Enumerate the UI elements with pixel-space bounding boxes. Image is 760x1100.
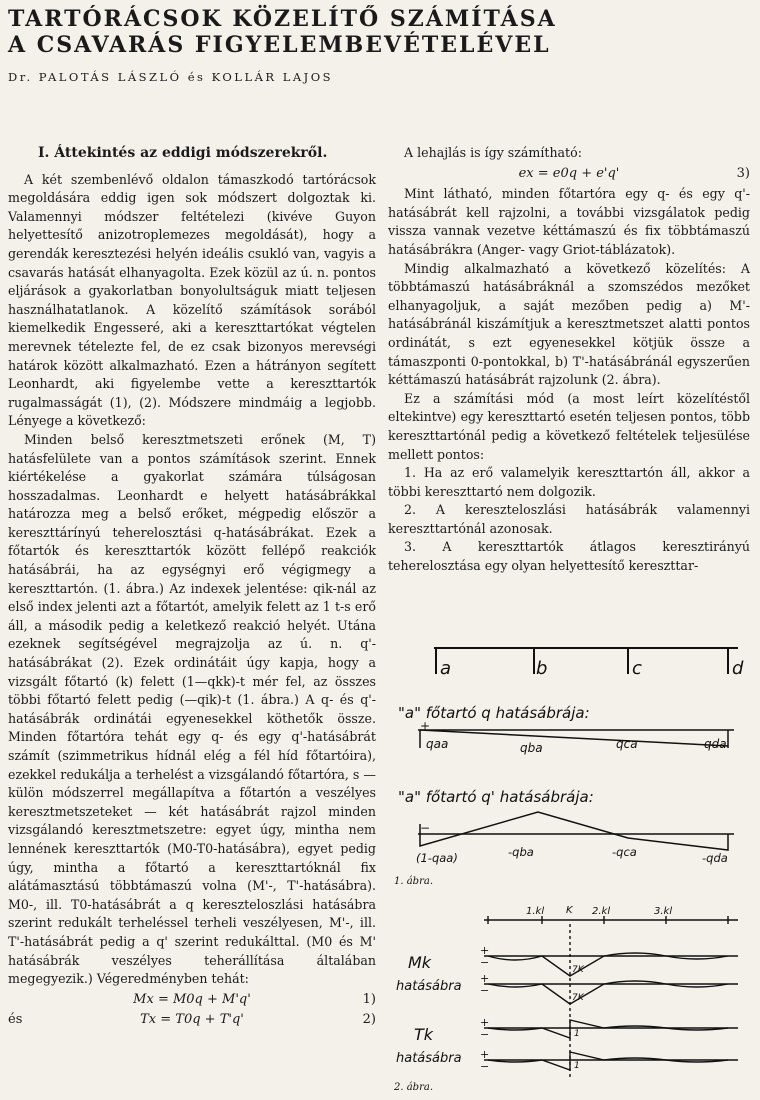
minus-sign: −	[480, 1060, 490, 1073]
equation-prefix: és	[8, 1012, 23, 1028]
minus-sign: −	[420, 821, 431, 835]
label-Mk-sub: hatásábra	[396, 979, 462, 994]
paragraph: Mint látható, minden főtartóra egy q- és egy q'-hatásábrát kell rajzolni, a további vizsgálatok pedig vissza vannak vezetve kéttámaszú és fix többtámaszú hatásábrákra (Anger- vagy Griot-táblázatok).	[388, 186, 750, 257]
support-label-c: c	[632, 658, 642, 679]
minus-sign: −	[480, 984, 490, 997]
figure-2-caption: 2. ábra.	[394, 1082, 434, 1093]
fig1-q-title: "a" főtartó q hatásábrája:	[398, 704, 590, 722]
q-label: qca	[616, 737, 638, 751]
tick-label: K	[566, 905, 573, 916]
q2-label: -qca	[612, 845, 637, 859]
equation-number: 3)	[736, 165, 750, 181]
article-title	[8, 6, 748, 58]
figure-1	[388, 618, 750, 890]
mark-label: 7K	[572, 965, 584, 975]
title-line-1: TARTÓRÁCSOK KÖZELÍTŐ SZÁMÍTÁSA	[8, 6, 557, 32]
equation-text: Tx = T0q + T'q'	[140, 1012, 244, 1028]
paragraph: Mindig alkalmazható a következő közelítés: A többtámaszú hatásábráknál a szomszédos mezőket elhanyagoljuk, a saját mezőben pedig a) M'-hatásábránál kiszámítjuk a keresztmetszet alatti pontos ordinátát, s ezt egyenesekkel kötjük össze a támaszponti 0-pontokkal, b) T'-hatásábránál egyszerűen kéttámaszú hatásábrát rajzolunk (2. ábra).	[388, 260, 750, 388]
figure-1-caption: 1. ábra.	[394, 876, 434, 887]
mark-label: 1	[574, 1061, 580, 1071]
label-Mk: Mk	[408, 953, 432, 972]
section-heading: I. Áttekintés az eddigi módszerekről.	[38, 145, 328, 161]
fig1-q2-title: "a" főtartó q' hatásábrája:	[398, 788, 594, 806]
mark-label: 1	[574, 1029, 580, 1039]
support-label-d: d	[732, 658, 744, 679]
q2-label: (1-qaa)	[416, 851, 458, 865]
plus-sign: +	[480, 1048, 490, 1061]
paragraph: 1. Ha az erő valamelyik kereszttartón áll, akkor a többi kereszttartó nem dolgozik.	[388, 465, 750, 499]
plus-sign: +	[420, 719, 431, 733]
title-line-2: A CSAVARÁS FIGYELEMBEVÉTELÉVEL	[8, 32, 551, 58]
q2-label: -qda	[702, 851, 728, 865]
figure-2	[388, 900, 750, 1095]
paragraph: A lehajlás is így számítható:	[404, 145, 582, 160]
support-label-b: b	[536, 658, 548, 679]
q-label: qba	[520, 741, 543, 755]
paragraph: 3. A kereszttartók átlagos keresztirányú teherelosztása egy olyan helyettesítő kereszttar-	[388, 539, 750, 574]
tick-label: 1.kl	[526, 906, 545, 917]
plus-sign: +	[480, 972, 490, 985]
tick-label: 2.kl	[592, 906, 611, 917]
plus-sign: +	[480, 944, 490, 957]
tick-label: 3.kl	[654, 906, 673, 917]
equation-text: Mx = M0q + M'q'	[133, 991, 251, 1007]
minus-sign: −	[480, 1028, 490, 1041]
equation-number: 1)	[362, 991, 376, 1007]
equation-number: 2)	[362, 1012, 376, 1028]
equation-text: ex = e0q + e'q'	[518, 165, 620, 181]
left-column	[8, 144, 376, 1032]
paragraph: A két szembenlévő oldalon támaszkodó tartórácsok megoldására eddig igen sok módszert dolgoztak ki. Valamennyi módszer feltételezi (kivéve Guyon helyettesítő anizotroplemezes megoldását), hogy a gerendák keresztezési helyén ideális csukló van, vagyis a csavarás hatását elhanyagolta. Ezek közül az ú. n. pontos eljárások a gyakorlatban bonyolultságuk miatt teljesen használhatatlanok. A közelítő számítások sorából kiemelkedik Engesseré, aki a kereszttartókat végtelen merevnek tételezte fel, de ez csak bizonyos merevségi határok között alkalmazható. Ezen a hátrányon segített Leonhardt, aki figyelembe vette a kereszttartók rugalmasságát (1), (2). Módszere mindmáig a legjobb. Lényege a következő:	[8, 171, 376, 429]
plus-sign: +	[480, 1016, 490, 1029]
q-label: qaa	[426, 737, 449, 751]
paragraph: 2. A kereszteloszlási hatásábrák valamennyi kereszttartónál azonosak.	[388, 502, 750, 536]
mark-label: 7K	[572, 993, 584, 1003]
equation-1	[8, 991, 376, 1010]
paragraph: Ez a számítási mód (a most leírt közelítéstől eltekintve) egy kereszttartó esetén teljesen pontos, több kereszttartónál pedig a következő feltételek teljesülése mellett pontos:	[388, 390, 750, 462]
q2-label: -qba	[508, 845, 534, 859]
support-label-a: a	[440, 658, 452, 679]
label-Tk-sub: hatásábra	[396, 1051, 462, 1066]
label-Tk: Tk	[414, 1025, 434, 1044]
minus-sign: −	[480, 956, 490, 969]
paragraph: Minden belső keresztmetszeti erőnek (M, T) hatásfelülete van a pontos számítások szerint. Ennek kiértékelése a gyakorlat számára túlságosan hosszadalmas. Leonhardt e helyett hatásábrákkal határozza meg a belső erőket, mégpedig először a kereszttárínyú teherelosztási q-hatásábrákat. Ezek a főtartók és kereszttartók között fellépő reakciók hatásábrái, ha az egységnyi erő végigmegy a kereszttartón. (1. ábra.) Az indexek jelentése: qik-nál az első index jelenti azt a főtartót, amelyik felett az 1 t-s erő áll, a második pedig a keletkező reakció helyét. Utána ezeknek segítségével megrajzolja az ú. n. q'-hatásábrákat (2). Ezek ordinátáit úgy kapja, hogy a vizsgált főtartó (k) felett (1—qkk)-t mér fel, az összes többi főtartó felett pedig (—qik)-t (1. ábra.) A q- és q'-hatásábrák ordinátái egyenesekkel köthetők össze. Minden főtartóra tehát egy q- és egy q'-hatásábrát számít (szimmetrikus hídnál elég a fél híd főtartóira), ezekkel redukálja a terhelést a vizsgálandó főtartóra, s — külön módszerrel megállapítva a főtartón a veszélyes keresztmetszeteket — két hatásábrát rajzol minden vizsgálandó keresztmetszetre: egyet úgy, mintha nem lennének kereszttartók (M0-T0-hatásábra), egyet pedig úgy, mintha a főtartó a kereszttartóknál fix alátámasztású többtámaszú volna (M'-, T'-hatásábra). M0-, ill. T0-hatásábrát a q kereszteloszlási hatásábra szerint redukált terheléssel terheli veszélyesen, M'-, ill. T'-hatásábrát pedig a q' szerint redukálttal. (M0 és M' hatásábrák veszélyes teherállítása általában megegyezik.) Végeredményben tehát:	[8, 431, 376, 987]
right-column	[388, 144, 750, 576]
equation-2	[8, 1011, 376, 1030]
equation-3	[388, 165, 750, 184]
q-label: qda	[704, 737, 727, 751]
authors: Dr. PALOTÁS LÁSZLÓ és KOLLÁR LAJOS	[8, 70, 334, 84]
